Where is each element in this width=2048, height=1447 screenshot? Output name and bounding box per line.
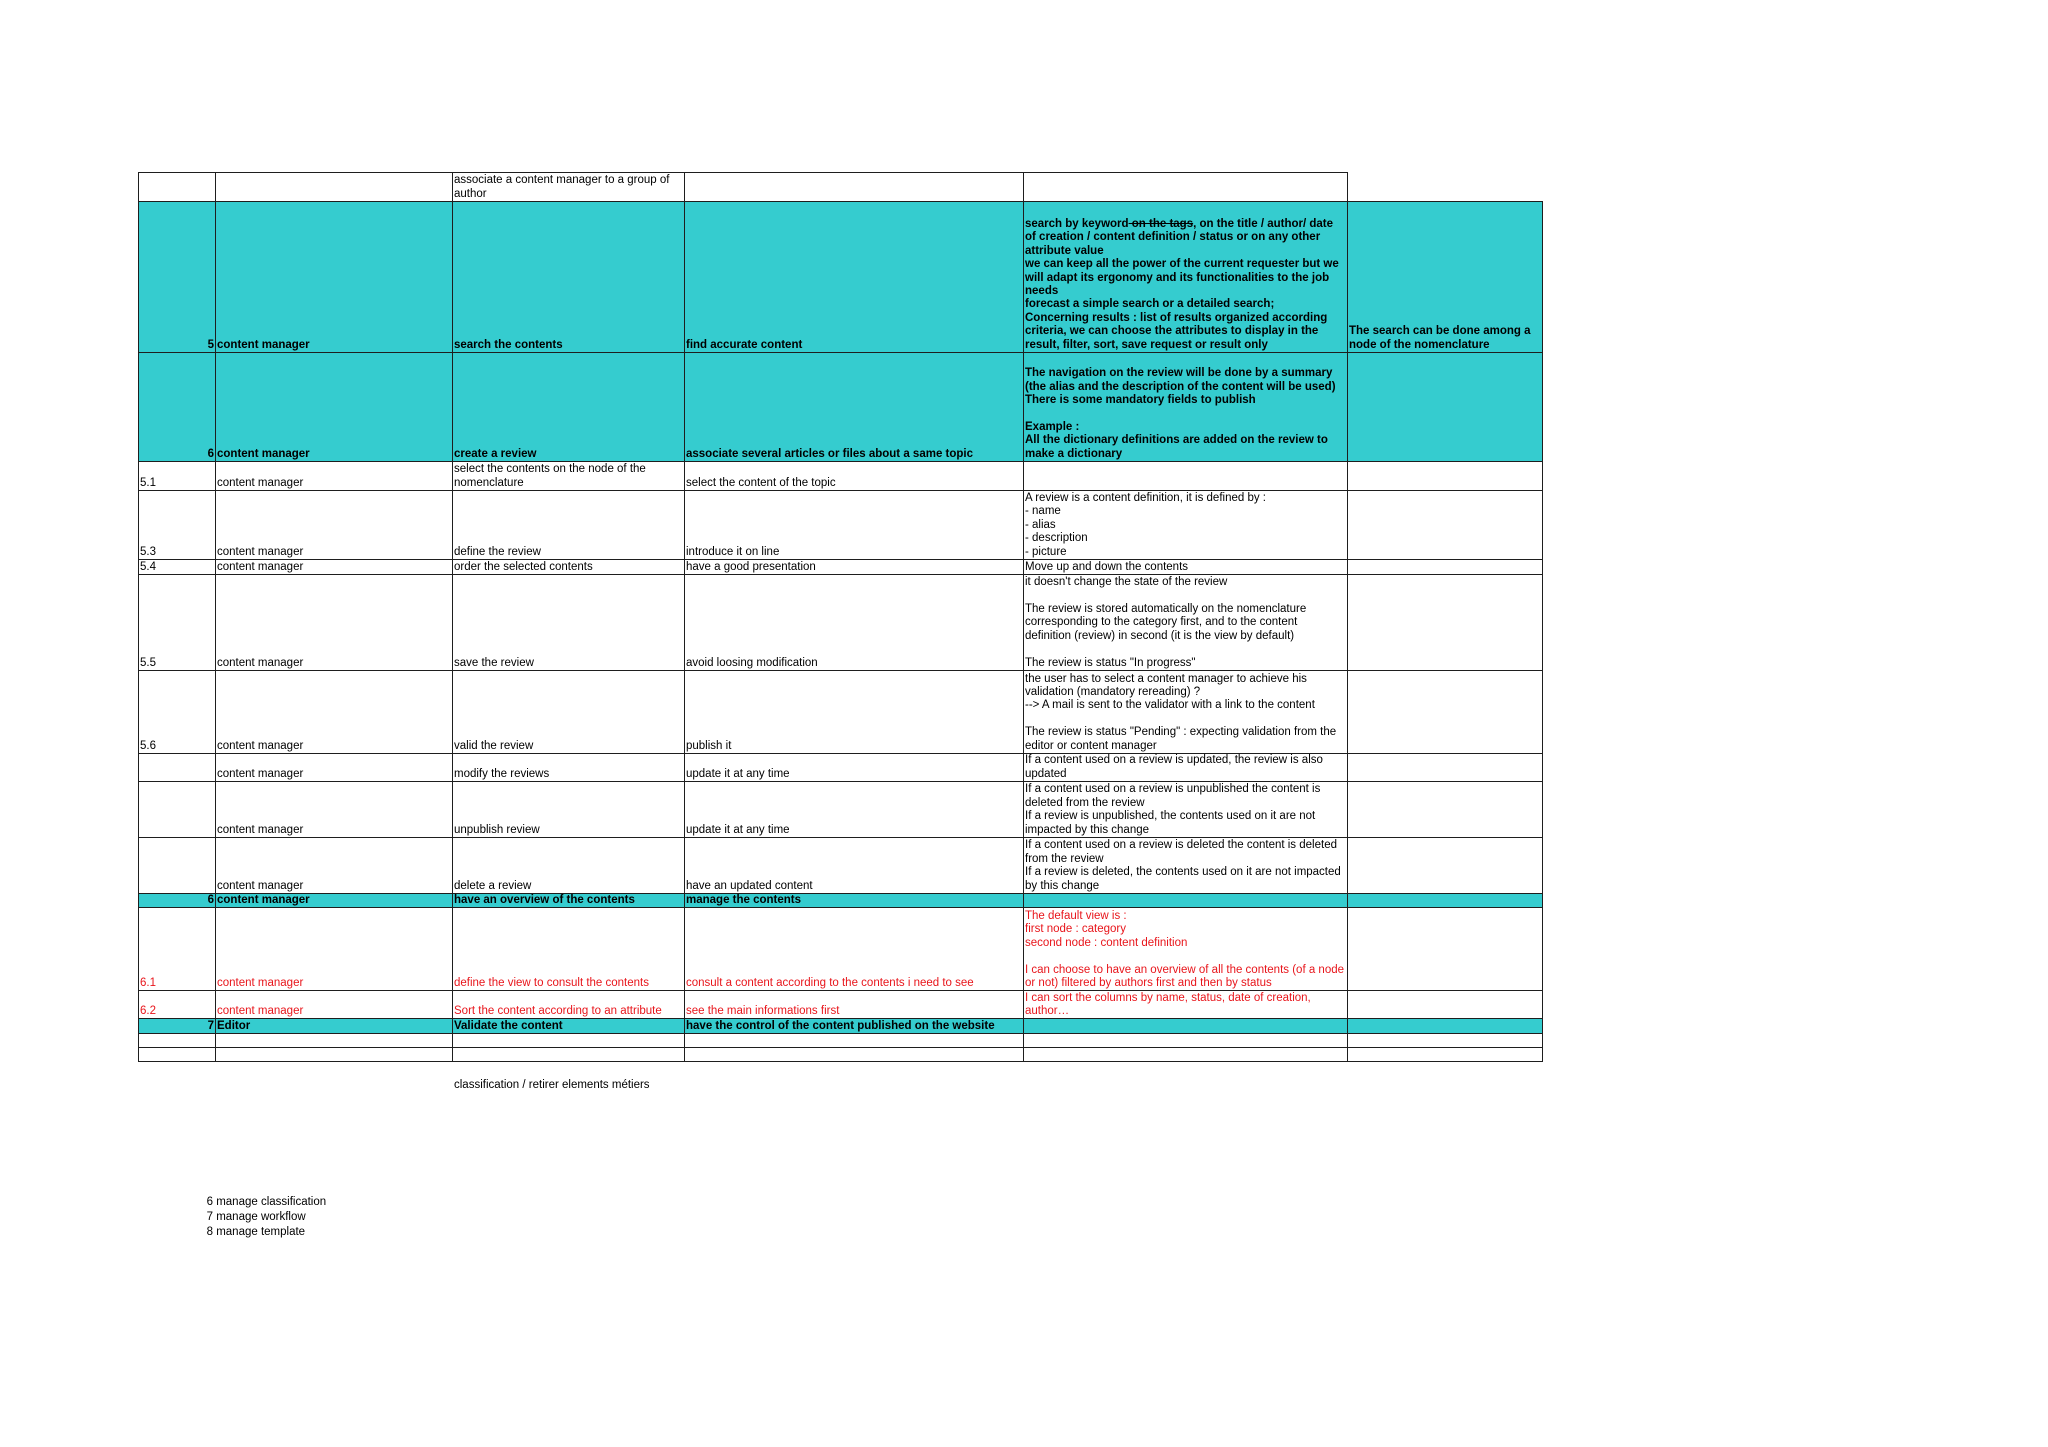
cell-action[interactable] — [453, 1034, 685, 1048]
cell-note[interactable] — [1348, 894, 1543, 908]
cell-id[interactable] — [139, 1034, 216, 1048]
cell-details[interactable] — [1024, 173, 1348, 202]
cell-goal[interactable]: find accurate content — [685, 202, 1024, 353]
cell-goal[interactable] — [685, 1034, 1024, 1048]
cell-id[interactable] — [139, 838, 216, 894]
cell-details[interactable] — [1024, 1048, 1348, 1062]
cell-note[interactable] — [1348, 908, 1543, 991]
cell-role[interactable]: content manager — [216, 491, 453, 560]
cell-action[interactable] — [453, 1048, 685, 1062]
cell-action[interactable]: Validate the content — [453, 1019, 685, 1034]
cell-action[interactable]: Sort the content according to an attribute — [453, 991, 685, 1019]
table-row — [139, 782, 1543, 838]
cell-role[interactable]: content manager — [216, 560, 453, 575]
cell-details[interactable] — [1024, 202, 1348, 353]
cell-id[interactable]: 5.5 — [139, 575, 216, 671]
cell-action[interactable]: associate a content manager to a group of author — [453, 173, 685, 202]
cell-details[interactable]: the user has to select a content manager to achieve his validation (mandatory rereading) ? --> A mail is sent to the validator with a link to the content The review is status "Pending" : expecting validation from the editor or content manager — [1024, 671, 1348, 754]
cell-action[interactable]: modify the reviews — [453, 754, 685, 782]
table-row — [139, 671, 1543, 754]
cell-note[interactable] — [1348, 575, 1543, 671]
cell-role[interactable]: content manager — [216, 754, 453, 782]
cell-goal[interactable]: consult a content according to the contents i need to see — [685, 908, 1024, 991]
table-row — [139, 894, 1543, 908]
cell-goal[interactable]: update it at any time — [685, 782, 1024, 838]
table-row — [139, 1034, 1543, 1048]
cell-goal[interactable]: associate several articles or files about a same topic — [685, 353, 1024, 462]
table-row — [139, 838, 1543, 894]
cell-goal[interactable]: manage the contents — [685, 894, 1024, 908]
cell-role[interactable] — [216, 1048, 453, 1062]
cell-note[interactable]: The search can be done among a node of the nomenclature — [1348, 202, 1543, 353]
cell-action[interactable]: have an overview of the contents — [453, 894, 685, 908]
list-item-number: 8 — [206, 1225, 213, 1238]
table-row — [139, 1048, 1543, 1062]
cell-details[interactable]: I can sort the columns by name, status, date of creation, author… — [1024, 991, 1348, 1019]
cell-details[interactable]: A review is a content definition, it is defined by : - name - alias - description - picture — [1024, 491, 1348, 560]
cell-goal[interactable]: select the content of the topic — [685, 462, 1024, 491]
cell-action[interactable]: valid the review — [453, 671, 685, 754]
cell-id[interactable]: 7 — [139, 1019, 216, 1034]
cell-role[interactable] — [216, 173, 453, 202]
cell-goal[interactable] — [685, 173, 1024, 202]
cell-details[interactable]: If a content used on a review is unpublished the content is deleted from the review If a review is unpublished, the contents used on it are not impacted by this change — [1024, 782, 1348, 838]
cell-id[interactable]: 6.1 — [139, 908, 216, 991]
cell-goal[interactable]: see the main informations first — [685, 991, 1024, 1019]
cell-action[interactable]: search the contents — [453, 202, 685, 353]
table-row — [139, 462, 1543, 491]
cell-goal[interactable]: introduce it on line — [685, 491, 1024, 560]
cell-note[interactable] — [1348, 560, 1543, 575]
cell-action[interactable]: unpublish review — [453, 782, 685, 838]
cell-details[interactable] — [1024, 1034, 1348, 1048]
cell-goal[interactable]: update it at any time — [685, 754, 1024, 782]
cell-id[interactable]: 6.2 — [139, 991, 216, 1019]
cell-note[interactable] — [1348, 838, 1543, 894]
cell-note[interactable] — [1348, 353, 1543, 462]
table-row — [139, 1019, 1543, 1034]
cell-goal[interactable]: publish it — [685, 671, 1024, 754]
table-row — [139, 491, 1543, 560]
cell-note[interactable] — [1348, 671, 1543, 754]
cell-role[interactable]: content manager — [216, 894, 453, 908]
cell-note[interactable] — [1348, 1048, 1543, 1062]
cell-id[interactable]: 6 — [139, 353, 216, 462]
cell-note[interactable] — [1348, 754, 1543, 782]
cell-id[interactable]: 6 — [139, 894, 216, 908]
details-text: , on the title / author/ date of creation / content definition / status or on any other attribute value we can keep all the power of the current requester but we will adapt its ergonomy and its functionalities to the job needs forecast a simple search or a detailed search; Concerning results : list of results organized according criteria, we can choose the attributes to display in the result, filter, sort, save request or result only — [1025, 217, 1339, 351]
table-row — [139, 908, 1543, 991]
cell-role[interactable]: content manager — [216, 991, 453, 1019]
cell-action[interactable]: select the contents on the node of the nomenclature — [453, 462, 685, 491]
list-item — [205, 1210, 326, 1225]
cell-note[interactable] — [1348, 991, 1543, 1019]
list-item-number: 6 — [206, 1196, 213, 1208]
cell-goal[interactable]: avoid loosing modification — [685, 575, 1024, 671]
cell-id[interactable]: 5 — [139, 202, 216, 353]
table-row — [139, 173, 1543, 202]
cell-details[interactable] — [1024, 462, 1348, 491]
cell-details[interactable] — [1024, 1019, 1348, 1034]
cell-role[interactable]: content manager — [216, 908, 453, 991]
cell-details[interactable]: If a content used on a review is deleted the content is deleted from the review If a review is deleted, the contents used on it are not impacted by this change — [1024, 838, 1348, 894]
cell-id[interactable]: 5.6 — [139, 671, 216, 754]
cell-role[interactable]: content manager — [216, 671, 453, 754]
cell-id[interactable] — [139, 1048, 216, 1062]
cell-action[interactable]: define the review — [453, 491, 685, 560]
cell-details[interactable]: it doesn't change the state of the review The review is stored automatically on the nomenclature corresponding to the category first, and to the content definition (review) in second (it is the view by default) The review is status "In progress" — [1024, 575, 1348, 671]
table-row — [139, 353, 1543, 462]
struck-text: on the tags — [1128, 217, 1194, 230]
cell-role[interactable] — [216, 1034, 453, 1048]
cell-role[interactable]: content manager — [216, 575, 453, 671]
cell-goal[interactable] — [685, 1048, 1024, 1062]
cell-details[interactable]: If a content used on a review is updated, the review is also updated — [1024, 754, 1348, 782]
list-item-label: manage workflow — [216, 1210, 306, 1223]
cell-note[interactable] — [1348, 462, 1543, 491]
cell-role[interactable]: content manager — [216, 202, 453, 353]
requirements-table — [138, 172, 1543, 1062]
table-row — [139, 991, 1543, 1019]
cell-role[interactable]: content manager — [216, 353, 453, 462]
cell-goal[interactable]: have the control of the content published on the website — [685, 1019, 1024, 1034]
cell-action[interactable]: create a review — [453, 353, 685, 462]
cell-note[interactable] — [1348, 1034, 1543, 1048]
cell-role[interactable]: content manager — [216, 838, 453, 894]
list-item-label: manage classification — [216, 1196, 327, 1208]
table-row — [139, 202, 1543, 353]
cell-note[interactable] — [1348, 491, 1543, 560]
cell-action[interactable]: save the review — [453, 575, 685, 671]
table-row — [139, 754, 1543, 782]
cell-note[interactable] — [1348, 1019, 1543, 1034]
cell-goal[interactable]: have an updated content — [685, 838, 1024, 894]
list-item-label: manage template — [216, 1225, 306, 1238]
bottom-list — [205, 1195, 326, 1239]
table-row — [139, 575, 1543, 671]
list-item — [205, 1195, 326, 1210]
cell-action[interactable]: order the selected contents — [453, 560, 685, 575]
cell-role[interactable]: content manager — [216, 782, 453, 838]
cell-note[interactable] — [1348, 782, 1543, 838]
cell-id[interactable]: 5.1 — [139, 462, 216, 491]
list-item-number: 7 — [206, 1210, 213, 1223]
list-item — [205, 1225, 326, 1240]
cell-id[interactable] — [139, 754, 216, 782]
cell-action[interactable]: define the view to consult the contents — [453, 908, 685, 991]
cell-id[interactable] — [139, 782, 216, 838]
details-text: search by keyword — [1025, 217, 1129, 230]
cell-details[interactable]: The navigation on the review will be done by a summary (the alias and the description of the content will be used) There is some mandatory fields to publish Example : All the dictionary definitions are added on the review to make a dictionary — [1024, 353, 1348, 462]
cell-details[interactable]: Move up and down the contents — [1024, 560, 1348, 575]
cell-id[interactable]: 5.3 — [139, 491, 216, 560]
cell-note — [1348, 173, 1543, 202]
cell-role[interactable]: Editor — [216, 1019, 453, 1034]
cell-action[interactable]: delete a review — [453, 838, 685, 894]
cell-id[interactable]: 5.4 — [139, 560, 216, 575]
below-table-note: classification / retirer elements métiers — [454, 1079, 650, 1091]
cell-id[interactable] — [139, 173, 216, 202]
cell-goal[interactable]: have a good presentation — [685, 560, 1024, 575]
cell-details[interactable]: The default view is : first node : category second node : content definition I can choose to have an overview of all the contents (of a node or not) filtered by authors first and then by status — [1024, 908, 1348, 991]
cell-role[interactable]: content manager — [216, 462, 453, 491]
table-row — [139, 560, 1543, 575]
cell-details[interactable] — [1024, 894, 1348, 908]
